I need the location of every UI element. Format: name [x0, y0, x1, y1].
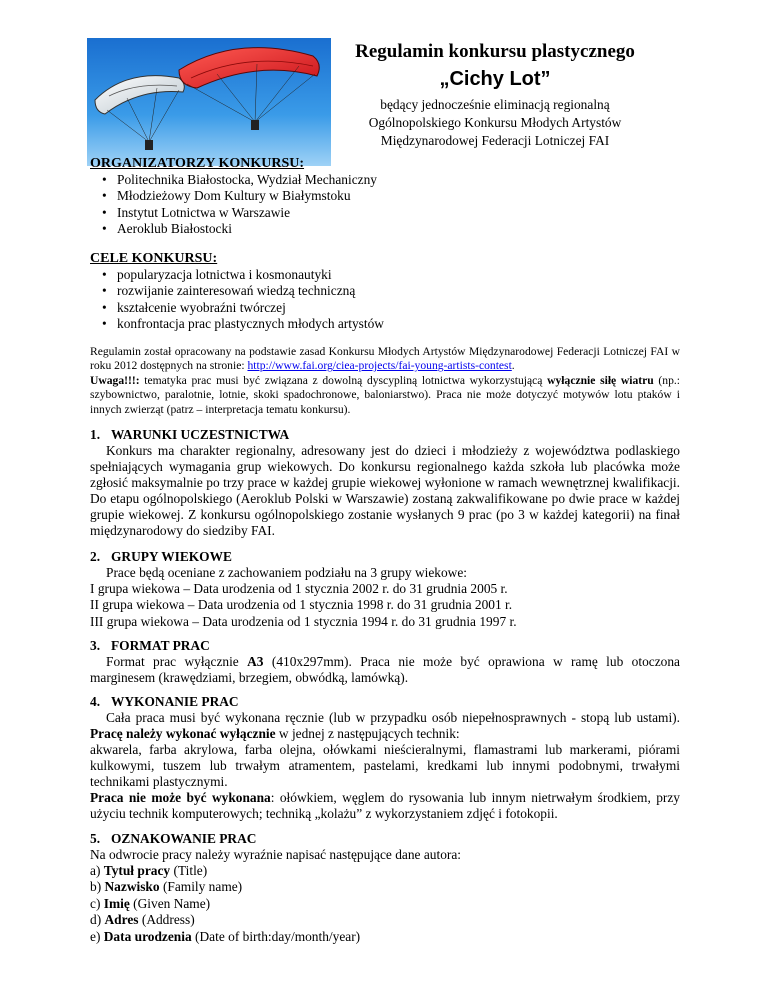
section-text: [90, 710, 680, 742]
paraglider-logo: [87, 38, 331, 166]
age-group-numeral: III: [90, 613, 104, 629]
label-field: Tytuł pracy: [103, 863, 171, 878]
list-item: • Aeroklub Białostocki: [90, 221, 680, 237]
subtitle-line: będący jednocześnie eliminacją regionalną: [380, 97, 610, 112]
list-item: • Młodzieżowy Dom Kultury w Białymstoku: [90, 188, 680, 204]
text-run: Format prac wyłącznie: [106, 654, 248, 669]
techniques-text: akwarela, farba akrylowa, farba olejna, ołówkami nieścieralnymi, flamastrami lub markerami, piórami kulkowymi, tuszem lub trwałym atramentem, pastelami, kredkami lub innymi podobnymi, trwałymi technikami plastycznymi.: [90, 742, 680, 789]
label-row: [90, 879, 680, 895]
age-group-numeral: II: [90, 597, 99, 613]
text-run: Cała praca musi być wykonana ręcznie (lub w przypadku osób niepełnosprawnych - stopą lub ustami).: [106, 710, 680, 725]
label-prefix: e): [90, 928, 101, 944]
section-number: 1.: [90, 427, 101, 442]
label-row: [90, 863, 680, 879]
list-item: • konfrontacja prac plastycznych młodych artystów: [90, 316, 680, 332]
text-run: w jednej z następujących technik:: [275, 726, 460, 741]
label-prefix: a): [90, 863, 101, 878]
section-number: 2.: [90, 549, 101, 564]
section-age-groups: [90, 548, 680, 630]
note-text: Regulamin został opracowany na podstawie zasad Konkursu Młodych Artystów Międzynarodowej Federacji Lotniczej FAI w roku 2012 dostępnych na stronie:: [90, 345, 680, 373]
age-group-text: grupa wiekowa – Data urodzenia od 1 stycznia 2002 r. do 31 grudnia 2005 r.: [97, 581, 508, 596]
section-title: WYKONANIE PRAC: [111, 694, 239, 709]
section-text: Konkurs ma charakter regionalny, adresowany jest do dzieci i młodzieży z województwa podlaskiego spełniających wymagania grup wiekowych. Do konkursu regionalnego każda szkoła lub placówka może zgłosić maksymalnie po trzy prace w każdej grupie wiekowej wyłonione w ramach wewnętrznej kwalifikacji. Do etapu ogólnopolskiego (Aeroklub Polski w Warszawie) zostaną zakwalifikowane po dwie prace w każdej grupie wiekowej. Z konkursu ogólnopolskiego zostanie wysłanych 9 prac (po 3 w każdej kategorii) na finał międzynarodowy do siedziby FAI.: [90, 443, 680, 538]
label-row: [90, 912, 680, 928]
section-text: [90, 654, 680, 686]
text-bold: Pracę należy wykonać wyłącznie: [90, 726, 276, 741]
organizers-list: [90, 172, 680, 238]
label-field: Nazwisko: [104, 879, 160, 895]
section-number: 3.: [90, 638, 101, 653]
section-number: 4.: [90, 694, 101, 709]
note-text: tematyka prac musi być związana z dowolną dyscypliną lotnictwa wykorzystującą: [139, 373, 548, 387]
goals-list: [90, 267, 680, 333]
section-execution: [90, 693, 680, 822]
label-row: [90, 929, 680, 945]
list-item: • rozwijanie zainteresowań wiedzą techniczną: [90, 283, 680, 299]
section-title: FORMAT PRAC: [111, 638, 210, 653]
goals-section: [90, 250, 680, 333]
note-text: .: [511, 359, 515, 373]
rules-note: [90, 345, 680, 417]
label-translation: (Family name): [162, 879, 243, 895]
document-subtitle: [330, 96, 660, 150]
goals-heading: CELE KONKURSU:: [90, 251, 218, 266]
age-group-numeral: I: [90, 581, 95, 596]
section-text: Prace będą oceniane z zachowaniem podziału na 3 grupy wiekowe:: [106, 565, 468, 580]
text-run: (410x297mm). Praca nie może być oprawiona w ramę lub otoczona marginesem (krawędziami, brzegiem, obwódką, lamówką).: [90, 654, 681, 685]
label-translation: (Title): [173, 863, 208, 878]
text-bold: Praca nie może być wykonana: [90, 790, 271, 805]
label-field: Adres: [104, 912, 139, 928]
age-group-text: grupa wiekowa – Data urodzenia od 1 stycznia 1994 r. do 31 grudnia 1997 r.: [106, 613, 517, 629]
document-title: Regulamin konkursu plastycznego: [355, 41, 635, 62]
section-heading: [90, 830, 680, 847]
note-bold: wyłącznie siłę wiatru: [547, 373, 654, 387]
section-heading: [90, 637, 680, 654]
section-title: WARUNKI UCZESTNICTWA: [111, 427, 290, 442]
label-row: [90, 896, 680, 912]
age-group-text: grupa wiekowa – Data urodzenia od 1 stycznia 1998 r. do 31 grudnia 2001 r.: [102, 597, 513, 613]
list-item: • kształcenie wyobraźni twórczej: [90, 300, 680, 316]
organizers-section: [90, 155, 680, 238]
section-labeling: [90, 830, 680, 945]
label-translation: (Date of birth:day/month/year): [195, 928, 361, 944]
section-title: GRUPY WIEKOWE: [111, 549, 232, 564]
subtitle-line: Międzynarodowej Federacji Lotniczej FAI: [380, 133, 610, 148]
section-heading: [90, 426, 680, 443]
section-number: 5.: [90, 831, 101, 846]
section-title: OZNAKOWANIE PRAC: [111, 831, 257, 846]
label-field: Imię: [103, 895, 130, 911]
contest-name: „Cichy Lot”: [439, 68, 551, 90]
fai-link[interactable]: http://www.fai.org/ciea-projects/fai-young-artists-contest: [247, 359, 512, 373]
warning-label: Uwaga!!!:: [90, 373, 140, 387]
section-format: [90, 637, 680, 686]
text-run: : ołówkiem, węglem do rysowania lub innym nietrwałym środkiem, przy użyciu technik komputerowych; techniką „kolażu” z wykorzystaniem zdjęć i fotokopii.: [90, 790, 680, 821]
label-translation: (Given Name): [133, 895, 211, 911]
format-bold: A3: [247, 654, 264, 669]
section-text: [90, 790, 680, 822]
section-heading: [90, 548, 680, 565]
section-heading: [90, 693, 680, 710]
list-item: • popularyzacja lotnictwa i kosmonautyki: [90, 267, 680, 283]
label-translation: (Address): [141, 912, 195, 928]
label-prefix: b): [90, 879, 102, 895]
age-group-row: [90, 614, 680, 630]
section-participation: [90, 426, 680, 539]
note-text: (np.: szybownictwo, paralotnie, lotnie, skoki spadochronowe, baloniarstwo). Praca nie może dotyczyć motywów lotu ptaków i innych zwierząt (patrz – interpretacja tematu konkursu).: [90, 373, 680, 416]
age-group-row: [90, 597, 680, 613]
subtitle-line: Ogólnopolskiego Konkursu Młodych Artystów: [368, 115, 622, 130]
label-field: Data urodzenia: [103, 928, 192, 944]
list-item: • Politechnika Białostocka, Wydział Mechaniczny: [90, 172, 680, 188]
age-group-row: [90, 581, 680, 597]
label-prefix: c): [90, 895, 101, 911]
label-prefix: d): [90, 912, 102, 928]
section-text: Na odwrocie pracy należy wyraźnie napisać następujące dane autora:: [90, 847, 462, 862]
list-item: • Instytut Lotnictwa w Warszawie: [90, 205, 680, 221]
organizers-heading: ORGANIZATORZY KONKURSU:: [90, 156, 305, 171]
